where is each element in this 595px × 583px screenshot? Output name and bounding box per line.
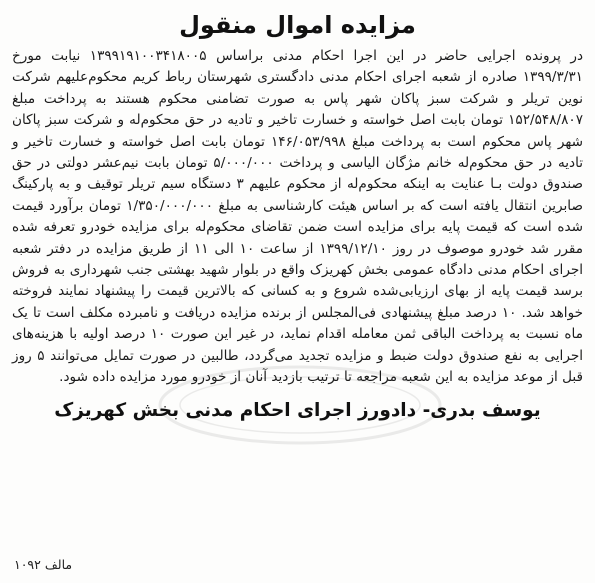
notice-signature: یوسف بدری- دادورز اجرای احکام مدنی بخش کهریزک [54, 399, 541, 421]
notice-title: مزایده اموال منقول [179, 11, 416, 39]
notice-body-text: در پرونده اجرایی حاضر در این اجرا احکام مدنی براساس ۱۳۹۹۱۹۱۰۰۳۴۱۸۰۰۵ نیابت مورخ ۱۳۹۹/۳/۳۱ صادره از شعبه اجرای احکام مدنی دادگستری شهرستان رباط کریم محکوم‌علیهم شرکت نوین تریلر و شرکت سبز پاکان شهر پاس به صورت تضامنی محکوم هستند به پرداخت مبلغ ۱۵۲/۵۴۸/۸۰۷ تومان بابت اصل خواسته و خسارت تاخیر و تادیه در حق محکوم‌له و شرکت سبز پاکان شهر پاس محکوم است به پرداخت مبلغ ۱۴۶/۰۵۳/۹۹۸ تومان بابت اصل خواسته و خسارت تاخیر و تادیه در حق محکوم‌له خانم مژگان الیاسی و پرداخت ۵/۰۰۰/۰۰۰ تومان بابت نیم‌عشر دولتی در حق صندوق دولت بـا عنایت به اینکه محکوم‌له از محکوم علیهم ۳ دستگاه سیم تریلر توقیف و به پارکینگ صابرین انتقال یافته است که بر اساس هیئت کارشناسی به مبلغ ۱/۳۵۰/۰۰۰/۰۰۰ تومان برآورد قیمت شده است که قیمت پایه برای مزایده است ضمن تقاضای محکوم‌له برای مزایده خودرو تعرفه شده مقرر شد خودرو موصوف در روز ۱۳۹۹/۱۲/۱۰ از ساعت ۱۰ الی ۱۱ از طریق مزایده در دفتر شعبه اجرای احکام مدنی دادگاه عمومی بخش کهریزک واقع در بلوار شهید بهشتی جنب شهرداری به فروش برسد قیمت پایه از بهای ارزیابی‌شده شروع و به کسانی که بالاترین قیمت را پیشنهاد نمایند فروخته خواهد شد. ۱۰ درصد مبلغ پیشنهادی فی‌المجلس از برنده مزایده دریافت و نامبرده مکلف است تا یک ماه نسبت به پرداخت الباقی ثمن معامله اقدام نماید، در غیر این صورت ۱۰ درصد اولیه با هزینه‌های اجرایی به نفع صندوق دولت ضبط و مزایده تجدید می‌گردد، طالبین در صورت تمایل می‌توانند ۵ روز قبل از موعد مزایده به این شعبه مراجعه تا ترتیب بازدید آنان از خودرو مورد مزایده داده شود. [12, 48, 583, 386]
notice-reference-number: مالف ۱۰۹۲ [14, 557, 73, 572]
